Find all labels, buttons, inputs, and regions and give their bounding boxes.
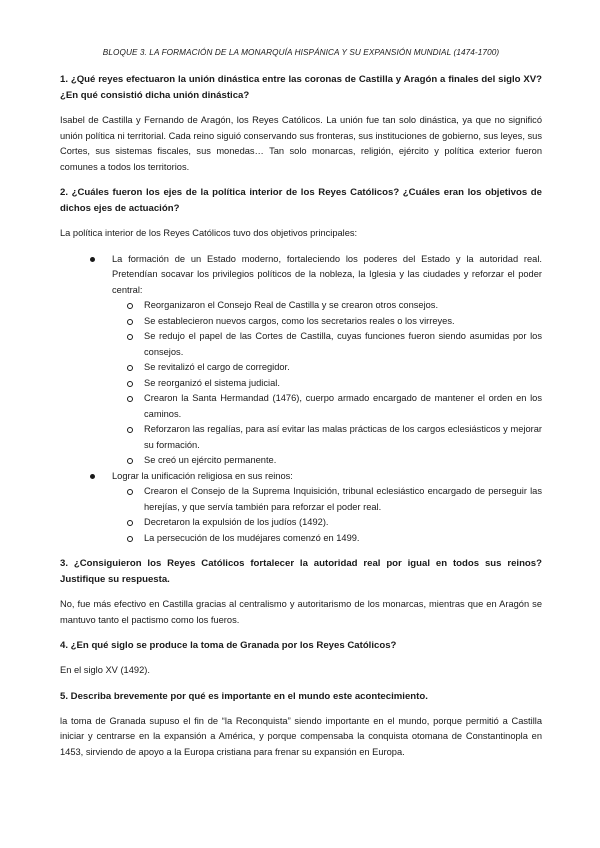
measure-text: La persecución de los mudéjares comenzó en 1499.	[144, 532, 360, 543]
objective-item	[60, 252, 542, 469]
circle-bullet-icon	[127, 365, 133, 371]
circle-bullet-icon	[127, 489, 133, 495]
question-5: 5. Describa brevemente por qué es importante en el mundo este acontecimiento.	[60, 690, 428, 702]
objective-item	[60, 469, 542, 547]
measure-item	[112, 515, 542, 531]
measure-text: Decretaron la expulsión de los judíos (1492).	[144, 517, 329, 527]
measure-text: Se establecieron nuevos cargos, como los secretarios reales o los virreyes.	[144, 315, 455, 326]
measure-text: Se reorganizó el sistema judicial.	[144, 377, 280, 388]
circle-bullet-icon	[127, 334, 133, 340]
measure-item	[112, 314, 542, 330]
answer-1: Isabel de Castilla y Fernando de Aragón, los Reyes Católicos. La unión fue tan solo dinástica, ya que no significó unión política ni territorial. Cada reino siguió conservando sus fronteras, sus instituciones de gobierno, sus leyes, sus Cortes, sus sistemas fiscales, sus monedas… Tan solo monarcas, religión, ejército y política exterior fueron comunes a todos los territorios.	[60, 115, 542, 172]
measure-text: Se redujo el papel de las Cortes de Castilla, cuyas funciones fueron siendo asumidas por los consejos.	[144, 331, 542, 357]
document-title: BLOQUE 3. LA FORMACIÓN DE LA MONARQUÍA HISPÁNICA Y SU EXPANSIÓN MUNDIAL (1474-1700)	[102, 48, 500, 57]
measure-text: Reforzaron las regalías, para así evitar las malas prácticas de los cargos eclesiásticos y mejorar su formación.	[144, 424, 542, 450]
measure-item	[112, 376, 542, 392]
answer-3: No, fue más efectivo en Castilla gracias al centralismo y autoritarismo de los monarcas, mientras que en Aragón se mantuvo tanto el pactismo como los fueros.	[60, 599, 542, 625]
circle-bullet-icon	[127, 427, 133, 433]
measure-item	[112, 531, 542, 547]
measure-text: Crearon el Consejo de la Suprema Inquisición, tribunal eclesiástico encargado de perseguir las herejías, y que servía también para reforzar el poder real.	[144, 486, 542, 512]
question-2: 2. ¿Cuáles fueron los ejes de la política interior de los Reyes Católicos? ¿Cuáles eran los objetivos de dichos ejes de actuación?	[60, 187, 542, 214]
measure-item	[112, 453, 542, 469]
document-page	[60, 48, 542, 770]
answer-4: En el siglo XV (1492).	[60, 665, 150, 675]
measure-item	[112, 422, 542, 453]
measures-list	[112, 484, 542, 546]
circle-bullet-icon	[127, 520, 133, 526]
circle-bullet-icon	[127, 303, 133, 309]
measure-item	[112, 484, 542, 515]
answer-5: la toma de Granada supuso el fin de “la Reconquista” siendo importante en el mundo, porque permitió a Castilla iniciar y centrarse en la expansión a América, y porque compensaba la conquista otomana de Constantinopla en 1453, sirviendo de apoyo a la Europa cristiana para frenar su expansión en Europa.	[60, 715, 542, 757]
measure-item	[112, 329, 542, 360]
bullet-icon	[90, 257, 95, 262]
question-4: 4. ¿En qué siglo se produce la toma de Granada por los Reyes Católicos?	[60, 640, 397, 651]
measure-text: Reorganizaron el Consejo Real de Castilla y se crearon otros consejos.	[144, 300, 439, 310]
question-1: 1. ¿Qué reyes efectuaron la unión dinástica entre las coronas de Castilla y Aragón a finales del siglo XV? ¿En qué consistió dicha unión dinástica?	[60, 74, 542, 101]
measure-text: Se creó un ejército permanente.	[144, 455, 277, 465]
measure-text: Crearon la Santa Hermandad (1476), cuerpo armado encargado de mantener el orden en los caminos.	[144, 393, 542, 419]
objective-text: Lograr la unificación religiosa en sus reinos:	[112, 470, 293, 481]
objectives-list	[60, 252, 542, 547]
circle-bullet-icon	[127, 381, 133, 387]
circle-bullet-icon	[127, 319, 133, 325]
measure-item	[112, 360, 542, 376]
bullet-icon	[90, 474, 95, 479]
measures-list	[112, 298, 542, 469]
question-3: 3. ¿Consiguieron los Reyes Católicos fortalecer la autoridad real por igual en todos sus reinos? Justifique su respuesta.	[60, 558, 542, 585]
circle-bullet-icon	[127, 396, 133, 402]
objective-text: La formación de un Estado moderno, fortaleciendo los poderes del Estado y la autoridad real. Pretendían socavar los privilegios políticos de la nobleza, la Iglesia y las ciudades y reforzar el poder central:	[112, 253, 542, 295]
measure-item	[112, 391, 542, 422]
measure-item	[112, 298, 542, 314]
answer-2-intro: La política interior de los Reyes Católicos tuvo dos objetivos principales:	[60, 228, 358, 238]
circle-bullet-icon	[127, 458, 133, 464]
measure-text: Se revitalizó el cargo de corregidor.	[144, 362, 290, 372]
circle-bullet-icon	[127, 536, 133, 542]
